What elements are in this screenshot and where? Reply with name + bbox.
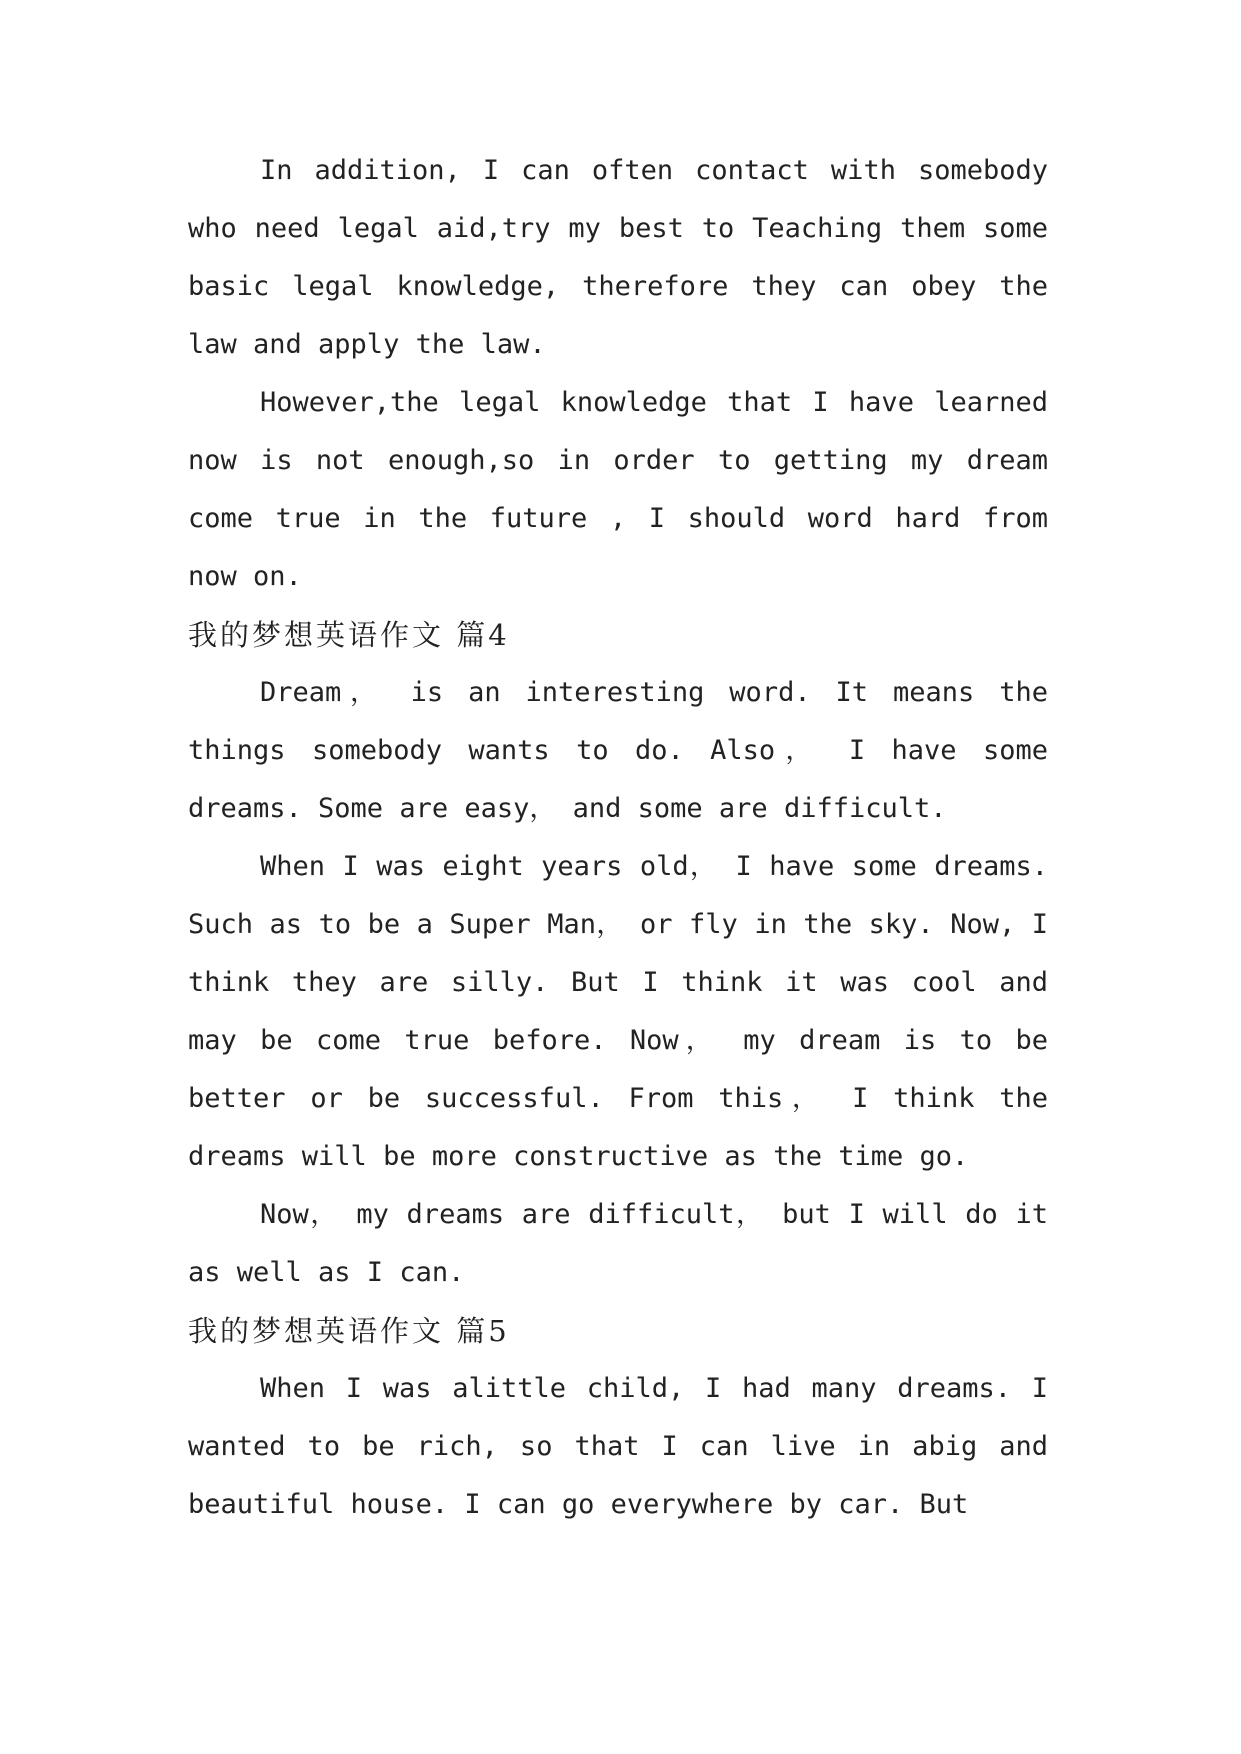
paragraph: However,the legal knowledge that I have learned now is not enough,so in order to getting my dream come true in the future , I should word hard from now on.	[188, 387, 1048, 592]
paragraph: When I was alittle child, I had many dreams. I wanted to be rich, so that I can live in abig and beautiful house. I can go everywhere by car. But	[188, 1373, 1048, 1520]
paragraph: Dream， is an interesting word. It means the things somebody wants to do. Also， I have some dreams. Some are easy， and some are difficult.	[188, 677, 1048, 824]
section-heading: 我的梦想英语作文 篇4	[188, 618, 510, 652]
paragraph: When I was eight years old， I have some dreams. Such as to be a Super Man， or fly in the sky. Now, I think they are silly. But I think it was cool and may be come true before. Now， my dream is to be better or be successful. From this， I think the dreams will be more constructive as the time go.	[188, 851, 1048, 1172]
document-page	[188, 142, 1048, 1534]
section-heading: 我的梦想英语作文 篇5	[188, 1314, 510, 1348]
paragraph: Now， my dreams are difficult， but I will do it as well as I can.	[188, 1199, 1048, 1288]
paragraph: In addition, I can often contact with somebody who need legal aid,try my best to Teaching them some basic legal knowledge, therefore they can obey the law and apply the law.	[188, 155, 1048, 360]
